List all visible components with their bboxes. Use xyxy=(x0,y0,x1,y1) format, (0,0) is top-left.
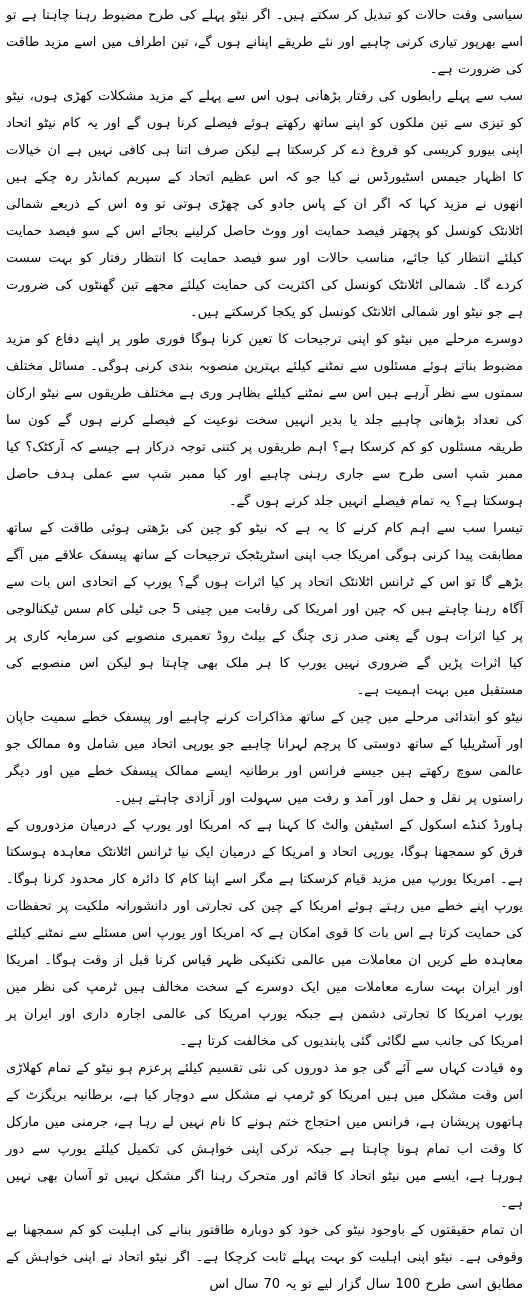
article-paragraph: ان تمام حقیقتوں کے باوجود نیٹو کی خود کو دوبارہ طاقتور بنانے کی اہلیت کو کم سمجھنا بے وقوفی ہے۔ نیٹو اپنی اہلیت کو بہت پہلے ثابت کرچکا ہے۔ اگر نیٹو اتحاد نے اپنی خواہش کے مطابق اسی طرح 100 سال گزار لیے تو یہ 70 سال اس xyxy=(6,1223,523,1292)
article-paragraph: دوسرے مرحلے میں نیٹو کو اپنی ترجیحات کا تعین کرنا ہوگا فوری طور پر اپنے دفاع کو مزید مضبوط بناتے ہوئے مسئلوں سے نمٹنے کیلئے بہترین منصوبہ بندی کرنی ہوگی۔ مسائل مختلف سمتوں سے نظر آرہے ہیں اس سے نمٹنے کیلئے بظاہر وری ہے مختلف طریقوں سے نیٹو ارکان کی تعداد بڑھانی چاہیے جلد یا بدیر انہیں سخت نوعیت کے فیصلے کرنے ہوں گے کون سا طریقہ مسئلوں کو کم کرسکا ہے؟ اہم طریقوں پر کتنی توجہ درکار ہے جیسے کہ آرکٹک؟ کیا ممبر شپ اسی طرح سے جاری رہنی چاہیے اور کیا ممبر شپ سے عملی ہدف حاصل ہوسکتا ہے؟ یہ تمام فیصلے انہیں جلد کرنے ہوں گے۔ xyxy=(6,332,523,509)
article-paragraph: ہاورڈ کنڈے اسکول کے اسٹیفن والٹ کا کہنا ہے کہ امریکا اور یورپ کے درمیان مزدوروں کے فرق کو سمجھنا ہوگا، یورپی اتحاد و امریکا کے درمیان ایک نیا ٹرانس اٹلانٹک معاہدہ ہوسکتا ہے۔ امریکا یورپ میں مزید قیام کرسکتا ہے مگر اسے اپنا کام کا دائرہ کار محدود کرنا ہوگا۔ یورپ اپنے خطے میں رہتے ہوئے امریکا کے چین کی تجارتی اور دانشورانہ ملکیت پر تحفظات کی حمایت کرتا ہے اس بات کا قوی امکان ہے کہ امریکا اور یورپ اس مسئلے سے نمٹنے کیلئے معاہدہ طے کریں ان معاملات میں عالمی تکنیکی ظہر قیاس کرنا قبل از وقت ہوگا۔ امریکا اور ایران بہت سارے معاملات میں ایک دوسرے کے سخت مخالف ہیں ٹرمپ کی نظر میں یورپ امریکا کا تجارتی دشمن ہے جبکہ یورپ امریکا کی عالمی اجارہ داری اور ایران پر امریکا کی جانب سے لگائی گئی پابندیوں کی مخالفت کرتا ہے۔ xyxy=(6,818,523,1049)
article-paragraph: تیسرا سب سے اہم کام کرنے کا یہ ہے کہ نیٹو کو چین کی بڑھتی ہوئی طاقت کے ساتھ مطابقت پیدا کرنی ہوگی امریکا جب اپنی اسٹریٹجک ترجیحات کے ساتھ پیسفک علاقے میں آگے بڑھے گا تو اس کے ٹرانس اٹلانٹک اتحاد پر کیا اثرات ہوں گے؟ یورپ کے اتحادی اس بات سے آگاہ رہنا چاہتے ہیں کہ چین اور امریکا کی رقابت میں چینی 5 جی ٹیلی کام سس ٹیکنالوجی پر کیا اثرات ہوں گے یعنی صدر زی چنگ کے بیلٹ روڈ تعمیری منصوبے کی سرمایہ کاری پر کیا اثرات پڑیں گے ضروری نہیں یورپ کا ہر ملک بھی چاہتا ہو لیکن اس منصوبے کی مستقبل میں بہت اہمیت ہے۔ xyxy=(6,521,524,698)
article-paragraph: سب سے پہلے رابطوں کی رفتار بڑھانی ہوں اس سے پہلے کے مزید مشکلات کھڑی ہوں، نیٹو کو تیزی سے تین ملکوں کو اپنے ساتھ رکھتے ہوئے فیصلے کرنا ہوں گے اور یہ کام نیٹو اتحاد اپنی بیورو کریسی کو فروغ دے کر کرسکتا ہے لیکن صرف اتنا ہی کافی نہیں ہے ان خیالات کا اظہار جیمس اسٹیورڈس نے کیا جو کہ اس عظیم اتحاد کے سپریم کمانڈر رہ چکے ہیں انھوں نے مزید کہا کہ اگر ان کے پاس جادو کی چھڑی ہوتی تو وہ اس کے ذریعے شمالی اٹلانٹک کونسل کو پچھتر فیصد حمایت اور ووٹ حاصل کرلینے بجائے اس کے سو فیصد حمایت کیلئے انتظار کیا جائے، مناسب حالات اور سو فیصد حمایت کا انتظار رفتار کو بہت سست کردے گا۔ شمالی اٹلانٹک کونسل کی اکثریت کی حمایت کیلئے مجھے تین گھنٹوں کی ضرورت ہے جو نیٹو اور شمالی اٹلانٹک کونسل کو یکجا کرسکتے ہیں۔ xyxy=(6,89,523,320)
article-paragraph: نیٹو کو ابتدائی مرحلے میں چین کے ساتھ مذاکرات کرنے چاہیے اور پیسفک خطے سمیت جاپان اور آسٹریلیا کے ساتھ دوستی کا پرچم لہرانا چاہیے جو یورپی اتحاد میں شامل وہ ممالک جو عالمی سوچ رکھتے ہیں جیسے فرانس اور برطانیہ ایسے ممالک پیسفک خطے میں اور دیگر راستوں پر نقل و حمل اور آمد و رفت میں سہولت اور آزادی چاہتے ہیں۔ xyxy=(6,710,523,806)
article-paragraph: وہ قیادت کہاں سے آئے گی جو مذ دوروں کی نئی تقسیم کیلئے پرعزم ہو نیٹو کے تمام کھلاڑی اس وقت مشکل میں ہیں امریکا کو ٹرمپ نے مشکل سے دوچار کیا ہے، برطانیہ بریگزٹ کے ہاتھوں پریشان ہے، فرانس میں احتجاج ختم ہونے کا نام نہیں لے رہا ہے، جرمنی میں مارکل کا وقت اب تمام ہونا چاہتا ہے جبکہ ترکی اپنی خواہش کی تکمیل کیلئے یورپ سے دور ہورہا ہے، ایسے میں نیٹو اتحاد کا قائم اور متحرک رہنا اگر مشکل نہیں تو آسان بھی نہیں ہے۔ xyxy=(6,1061,523,1211)
article-paragraph: سیاسی وقت حالات کو تبدیل کر سکتے ہیں۔ اگر نیٹو پہلے کی طرح مضبوط رہنا چاہتا ہے تو اسے بھرپور تیاری کرنی چاہیے اور نئے طریقے اپنانے ہوں گے، تین اطراف میں اسے مزید طاقت کی ضرورت ہے۔ xyxy=(6,8,523,77)
